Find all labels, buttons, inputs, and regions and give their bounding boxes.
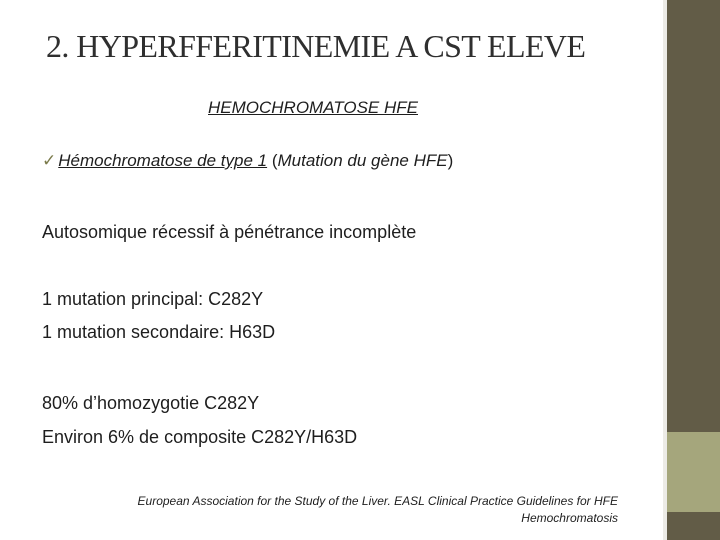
inheritance-text: Autosomique récessif à pénétrance incomplète — [42, 222, 417, 242]
check-mark-icon: ✓ — [42, 151, 57, 170]
reference-citation — [36, 493, 618, 527]
bullet-detail-close: ) — [447, 151, 454, 170]
bullet-detail — [267, 151, 453, 170]
bullet-detail-open: ( — [267, 151, 278, 170]
bullet-detail-italic: Mutation du gène HFE — [277, 151, 448, 170]
slide-subtitle: HEMOCHROMATOSE HFE — [208, 98, 418, 117]
homozygosity-text: 80% d’homozygotie C282Y — [42, 393, 260, 413]
mutation-principal-text: 1 mutation principal: C282Y — [42, 289, 264, 309]
composite-text: Environ 6% de composite C282Y/H63D — [42, 427, 358, 447]
slide-title: 2. HYPERFFERITINEMIE A CST ELEVE — [46, 28, 586, 64]
bullet-item — [42, 151, 453, 171]
sidebar-bottom-block — [667, 512, 720, 540]
mutation-secondary-text: 1 mutation secondaire: H63D — [42, 322, 276, 342]
reference-line-2: Hemochromatosis — [521, 511, 618, 525]
reference-line-1: European Association for the Study of the Liver. EASL Clinical Practice Guidelines for HFE — [137, 494, 618, 508]
sidebar-accent-block — [667, 432, 720, 512]
bullet-main-text: Hémochromatose de type 1 — [58, 151, 268, 170]
